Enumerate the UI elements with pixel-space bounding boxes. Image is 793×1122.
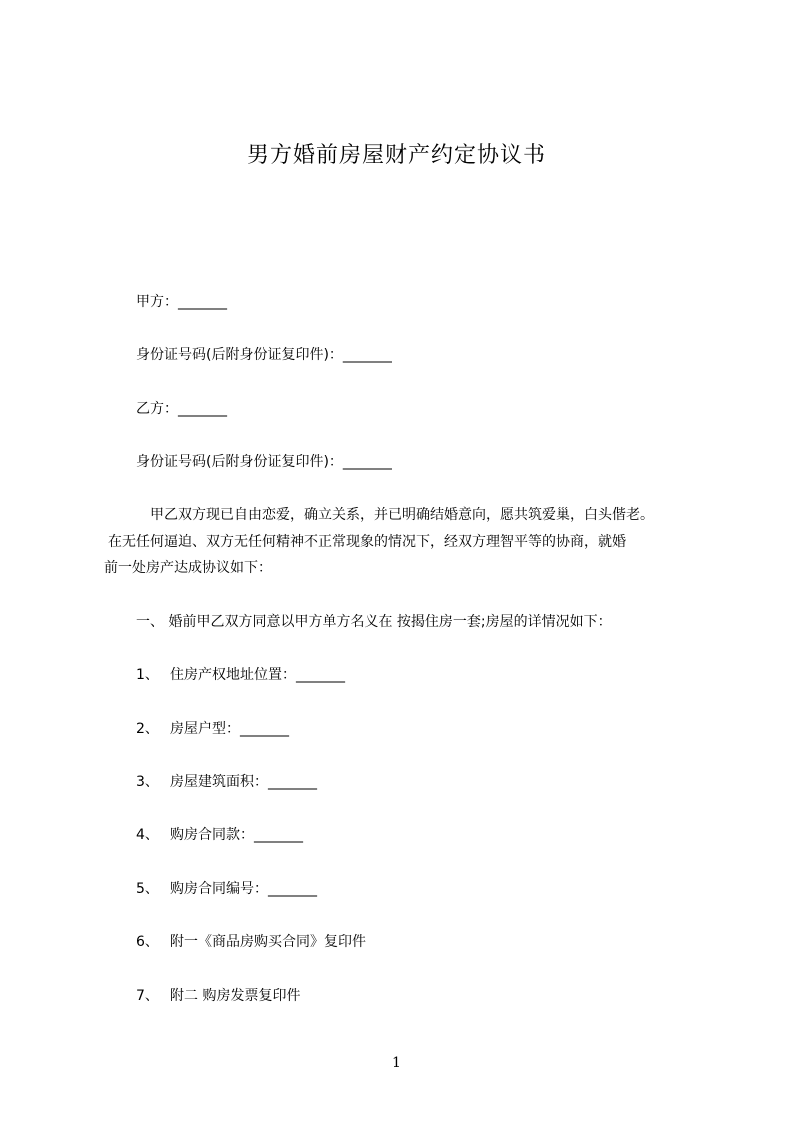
list-item-text: 购房合同编号：_______ bbox=[170, 881, 317, 897]
list-item bbox=[136, 986, 300, 1006]
list-item-number: 6、 bbox=[136, 934, 159, 950]
list-item-text: 购房合同款：_______ bbox=[170, 827, 303, 843]
list-item-number: 5、 bbox=[136, 881, 159, 897]
document-title: 男方婚前房屋财产约定协议书 bbox=[246, 143, 546, 168]
list-item-number: 4、 bbox=[136, 827, 159, 843]
list-item-number: 1、 bbox=[136, 667, 159, 683]
list-item bbox=[136, 665, 345, 685]
list-item-number: 2、 bbox=[136, 721, 159, 737]
page-number: 1 bbox=[392, 1055, 401, 1071]
party-a-line: 甲方：_______ bbox=[136, 294, 227, 310]
list-item-text: 房屋建筑面积：_______ bbox=[170, 774, 317, 790]
list-item bbox=[136, 879, 317, 899]
section-heading-1: 一、 婚前甲乙双方同意以甲方单方名义在 按揭住房一套;房屋的详情况如下： bbox=[136, 614, 612, 630]
intro-paragraph-line-1: 甲乙双方现已自由恋爱，确立关系，并已明确结婚意向，愿共筑爱巢，白头偕老。 bbox=[150, 507, 654, 523]
intro-paragraph-line-2: 在无任何逼迫、双方无任何精神不正常现象的情况下，经双方理智平等的协商，就婚 bbox=[108, 534, 626, 550]
list-item-text: 附一《商品房购买合同》复印件 bbox=[170, 934, 366, 950]
list-item-number: 7、 bbox=[136, 988, 159, 1004]
list-item-text: 房屋户型：_______ bbox=[170, 721, 289, 737]
party-b-id-line: 身份证号码(后附身份证复印件)：_______ bbox=[136, 454, 392, 470]
list-item bbox=[136, 825, 303, 845]
list-item bbox=[136, 932, 366, 952]
list-item-text: 住房产权地址位置：_______ bbox=[170, 667, 345, 683]
party-a-id-line: 身份证号码(后附身份证复印件)：_______ bbox=[136, 347, 392, 363]
list-item bbox=[136, 772, 317, 792]
list-item-text: 附二 购房发票复印件 bbox=[170, 988, 301, 1004]
party-b-line: 乙方：_______ bbox=[136, 401, 227, 417]
intro-paragraph-line-3: 前一处房产达成协议如下： bbox=[104, 560, 272, 576]
list-item bbox=[136, 719, 289, 739]
list-item-number: 3、 bbox=[136, 774, 159, 790]
